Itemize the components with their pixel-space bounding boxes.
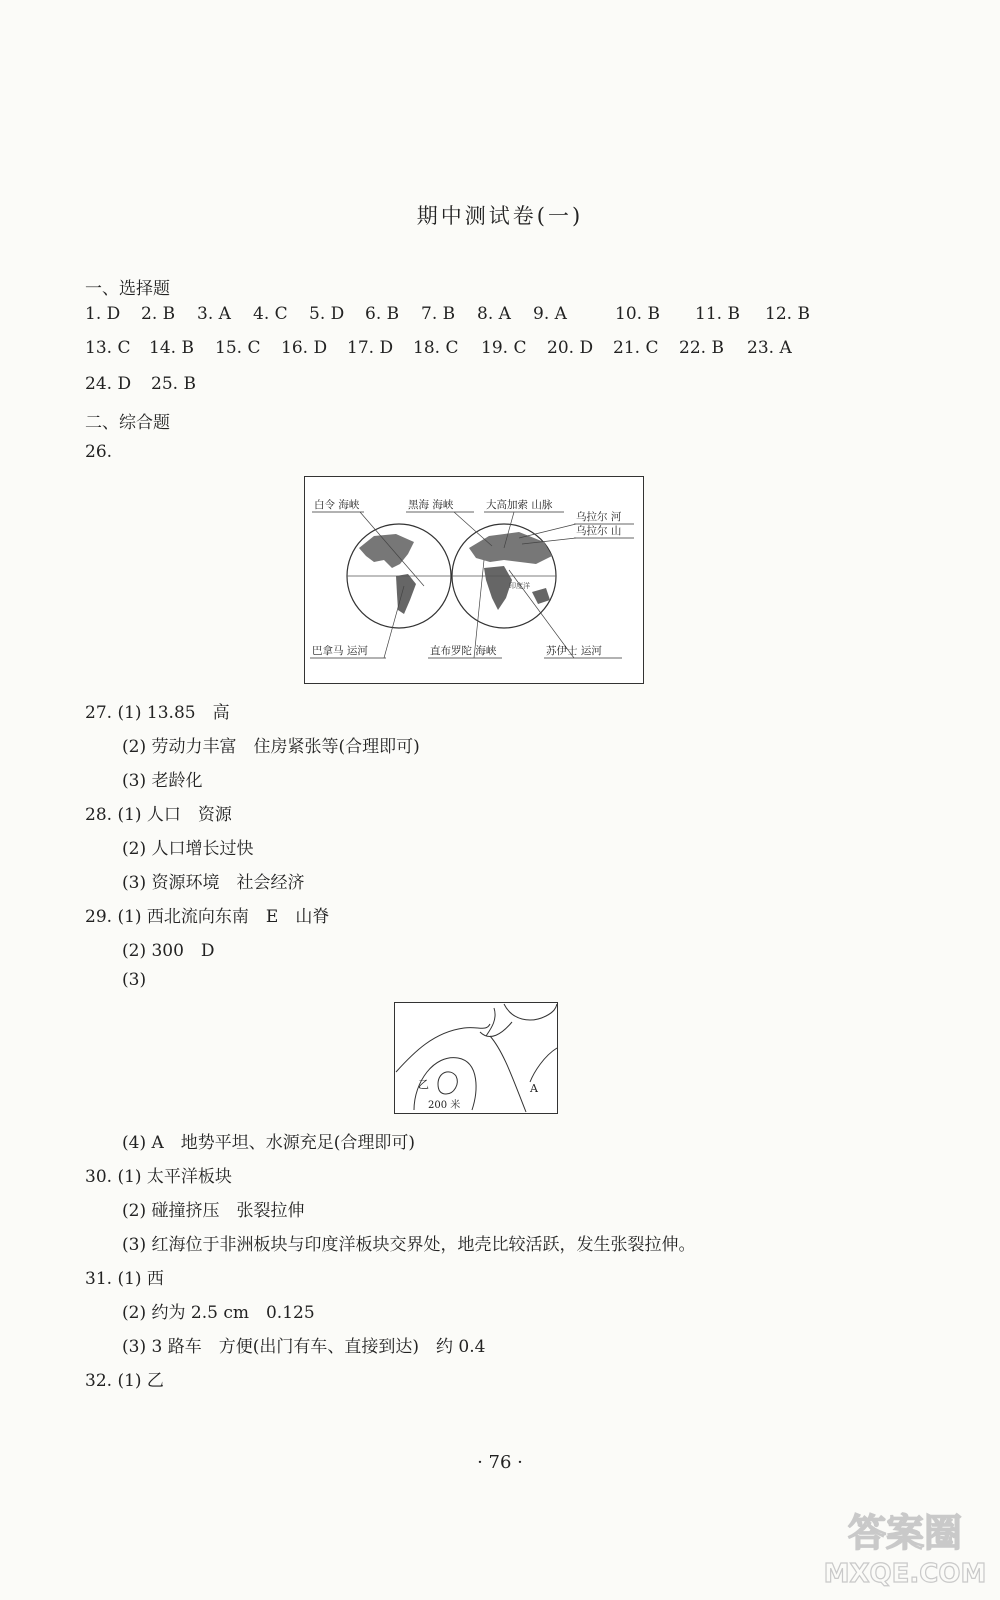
page-number: · 76 ·	[477, 1452, 523, 1473]
map-label-black-sea: 黑海 海峡	[408, 499, 454, 511]
q29-line3: (3)	[122, 970, 147, 990]
answer-item: 24. D	[85, 374, 132, 394]
q29-line4: (4) A 地势平坦、水源充足(合理即可)	[122, 1133, 416, 1153]
answer-item: 16. D	[281, 338, 328, 358]
q28-line2: (2) 人口增长过快	[122, 839, 254, 859]
answer-item: 2. B	[141, 304, 176, 324]
answer-item: 6. B	[365, 304, 400, 324]
answer-item: 19. C	[481, 338, 527, 358]
q29-line1: 29. (1) 西北流向东南 E 山脊	[85, 907, 330, 927]
map-label-suez: 苏伊士 运河	[546, 645, 602, 657]
answer-item: 13. C	[85, 338, 131, 358]
answer-item: 5. D	[309, 304, 345, 324]
answer-item: 11. B	[695, 304, 740, 324]
answer-item: 10. B	[615, 304, 660, 324]
map-label-gibraltar: 直布罗陀 海峡	[430, 645, 497, 657]
question-26-number: 26.	[85, 442, 113, 462]
answer-item: 8. A	[477, 304, 511, 324]
q31-line2: (2) 约为 2.5 cm 0.125	[122, 1303, 315, 1323]
map-label-ural-river: 乌拉尔 河	[576, 511, 622, 523]
map-label-bering: 白令 海峡	[314, 499, 360, 511]
answer-item: 7. B	[421, 304, 456, 324]
page-title: 期中测试卷(一)	[416, 204, 584, 228]
q28-line3: (3) 资源环境 社会经济	[122, 873, 305, 893]
contour-map	[394, 1002, 558, 1114]
q31-line1: 31. (1) 西	[85, 1269, 164, 1289]
watermark-bottom: MXQE.COM	[823, 1559, 987, 1589]
answer-item: 4. C	[253, 304, 288, 324]
answer-item: 21. C	[613, 338, 659, 358]
answer-item: 17. D	[347, 338, 394, 358]
q27-line3: (3) 老龄化	[122, 771, 203, 791]
q28-line1: 28. (1) 人口 资源	[85, 805, 232, 825]
q27-line1: 27. (1) 13.85 高	[85, 703, 230, 723]
q31-line3: (3) 3 路车 方便(出门有车、直接到达) 约 0.4	[122, 1337, 486, 1357]
q30-line2: (2) 碰撞挤压 张裂拉伸	[122, 1201, 305, 1221]
map-label-caucasus: 大高加索 山脉	[486, 499, 553, 511]
map-label-indian-ocean: 印度洋	[509, 582, 530, 590]
answer-item: 15. C	[215, 338, 261, 358]
section-heading-comprehensive: 二、综合题	[85, 413, 170, 433]
watermark-logo	[820, 1500, 990, 1590]
answer-item: 14. B	[149, 338, 194, 358]
answer-item: 1. D	[85, 304, 121, 324]
answer-item: 23. A	[747, 338, 792, 358]
answer-item: 12. B	[765, 304, 810, 324]
contour-label-a: A	[530, 1082, 538, 1095]
q27-line2: (2) 劳动力丰富 住房紧张等(合理即可)	[122, 737, 420, 757]
watermark-top: 答案圈	[847, 1511, 963, 1555]
q29-line2: (2) 300 D	[122, 941, 215, 961]
map-label-ural-mountains: 乌拉尔 山	[576, 525, 622, 537]
map-label-panama: 巴拿马 运河	[312, 645, 368, 657]
answer-item: 9. A	[533, 304, 567, 324]
q30-line1: 30. (1) 太平洋板块	[85, 1167, 232, 1187]
q32-line1: 32. (1) 乙	[85, 1371, 164, 1391]
answer-item: 3. A	[197, 304, 231, 324]
section-heading-choice: 一、选择题	[85, 279, 170, 299]
answer-item: 18. C	[413, 338, 459, 358]
contour-label-yi: 乙	[418, 1078, 429, 1091]
world-hemispheres-map	[304, 476, 644, 684]
answer-item: 20. D	[547, 338, 594, 358]
answer-item: 25. B	[151, 374, 196, 394]
answer-item: 22. B	[679, 338, 724, 358]
q30-line3: (3) 红海位于非洲板块与印度洋板块交界处，地壳比较活跃，发生张裂拉伸。	[122, 1235, 696, 1255]
contour-label-elevation: 200 米	[428, 1100, 461, 1111]
